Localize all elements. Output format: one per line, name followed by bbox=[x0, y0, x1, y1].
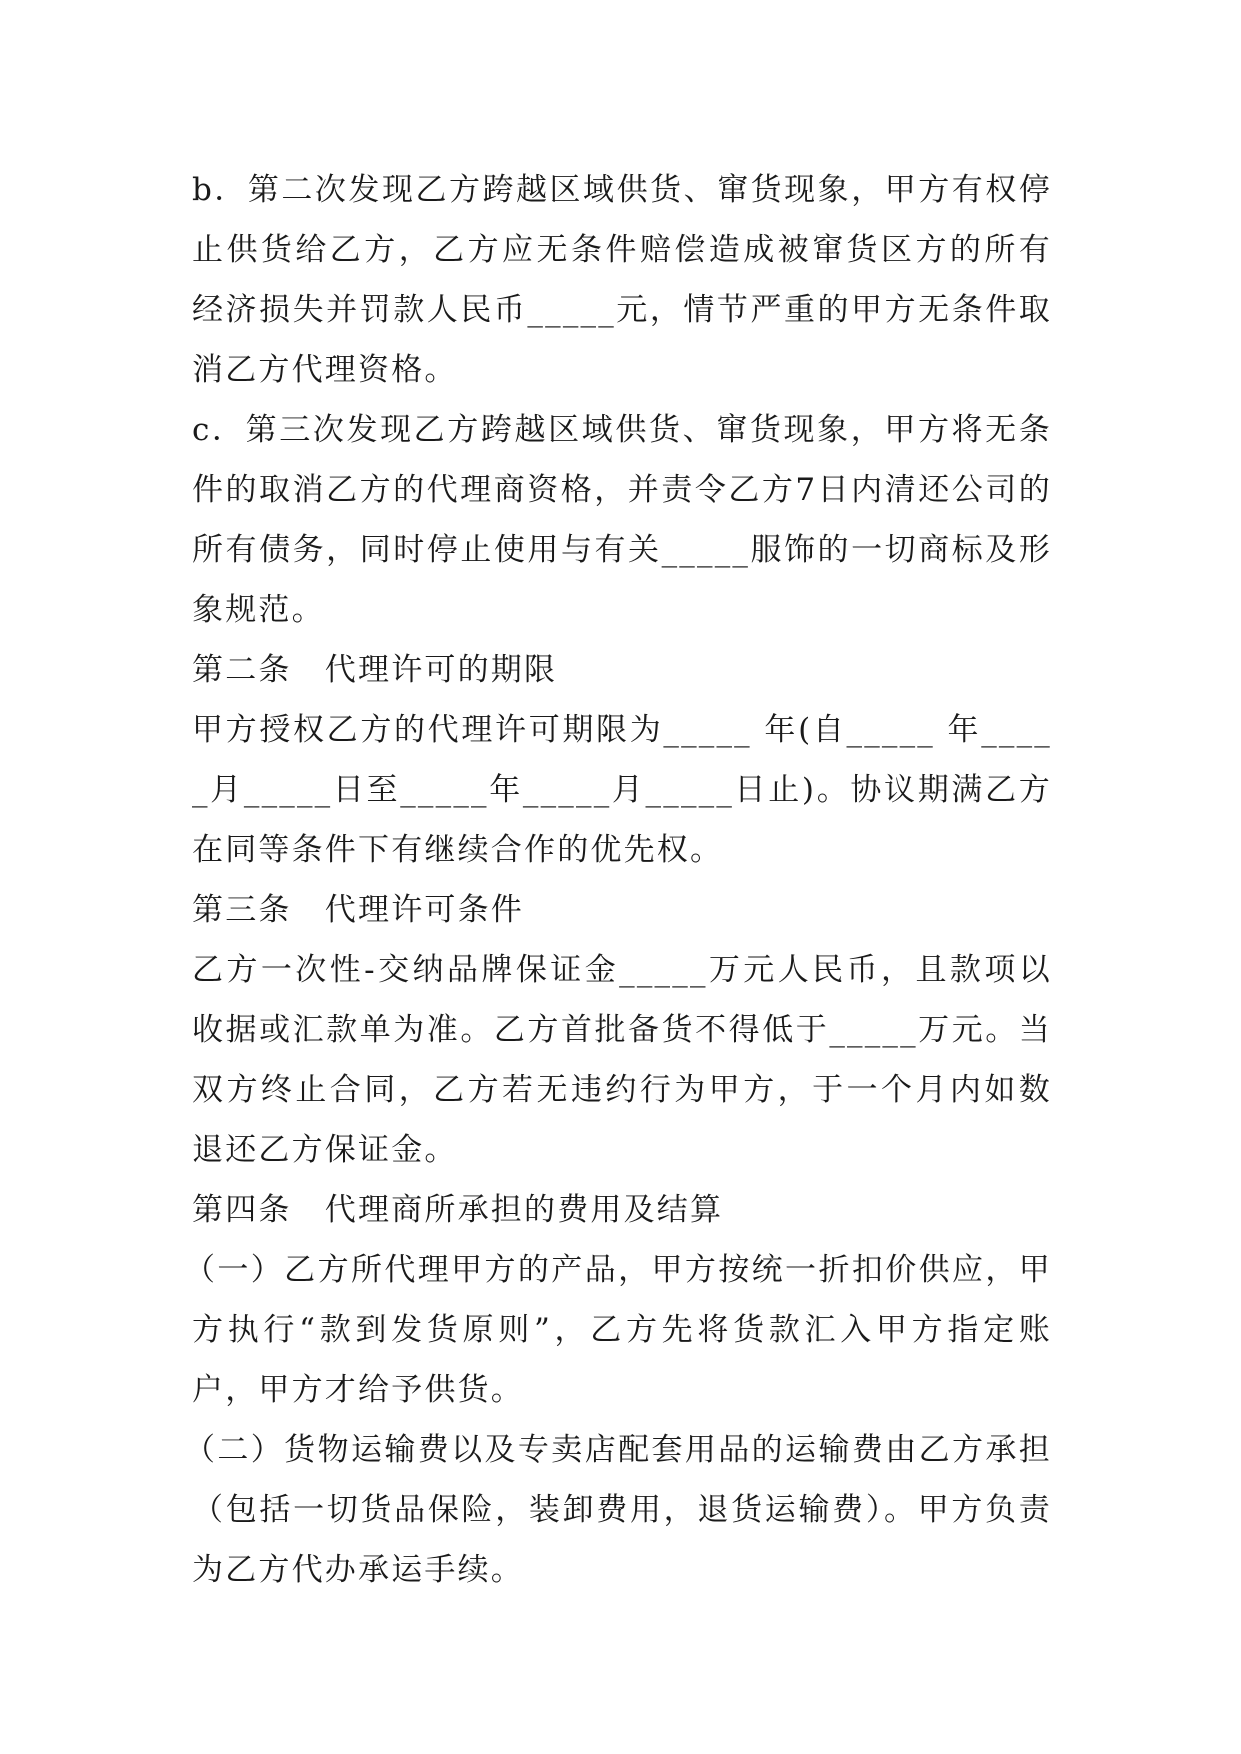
article-2-heading: 第二条 代理许可的期限 bbox=[192, 652, 558, 688]
clause-c-paragraph: c．第三次发现乙方跨越区域供货、窜货现象，甲方将无条件的取消乙方的代理商资格，并责令乙方7日内清还公司的所有债务，同时停止使用与有关_____服饰的一切商标及形象规范。 bbox=[192, 412, 1052, 628]
article-3-heading: 第三条 代理许可条件 bbox=[192, 892, 524, 928]
article-2-body: 甲方授权乙方的代理许可期限为_____ 年(自_____ 年_____月_____日至_____年_____月_____日止)。协议期满乙方在同等条件下有继续合作的优先权。 bbox=[192, 712, 1052, 868]
document-body bbox=[184, 160, 1052, 1600]
article-4-heading: 第四条 代理商所承担的费用及结算 bbox=[192, 1192, 724, 1228]
article-4-item-2: （二）货物运输费以及专卖店配套用品的运输费由乙方承担（包括一切货品保险，装卸费用，退货运输费）。甲方负责为乙方代办承运手续。 bbox=[184, 1432, 1052, 1588]
clause-b-paragraph: b．第二次发现乙方跨越区域供货、窜货现象，甲方有权停止供货给乙方，乙方应无条件赔偿造成被窜货区方的所有经济损失并罚款人民币_____元，情节严重的甲方无条件取消乙方代理资格。 bbox=[192, 172, 1052, 388]
article-4-item-1: （一）乙方所代理甲方的产品，甲方按统一折扣价供应，甲方执行“款到发货原则”，乙方先将货款汇入甲方指定账户，甲方才给予供货。 bbox=[184, 1252, 1052, 1408]
article-3-body: 乙方一次性-交纳品牌保证金_____万元人民币，且款项以收据或汇款单为准。乙方首批备货不得低于_____万元。当双方终止合同，乙方若无违约行为甲方，于一个月内如数退还乙方保证金。 bbox=[192, 952, 1052, 1168]
